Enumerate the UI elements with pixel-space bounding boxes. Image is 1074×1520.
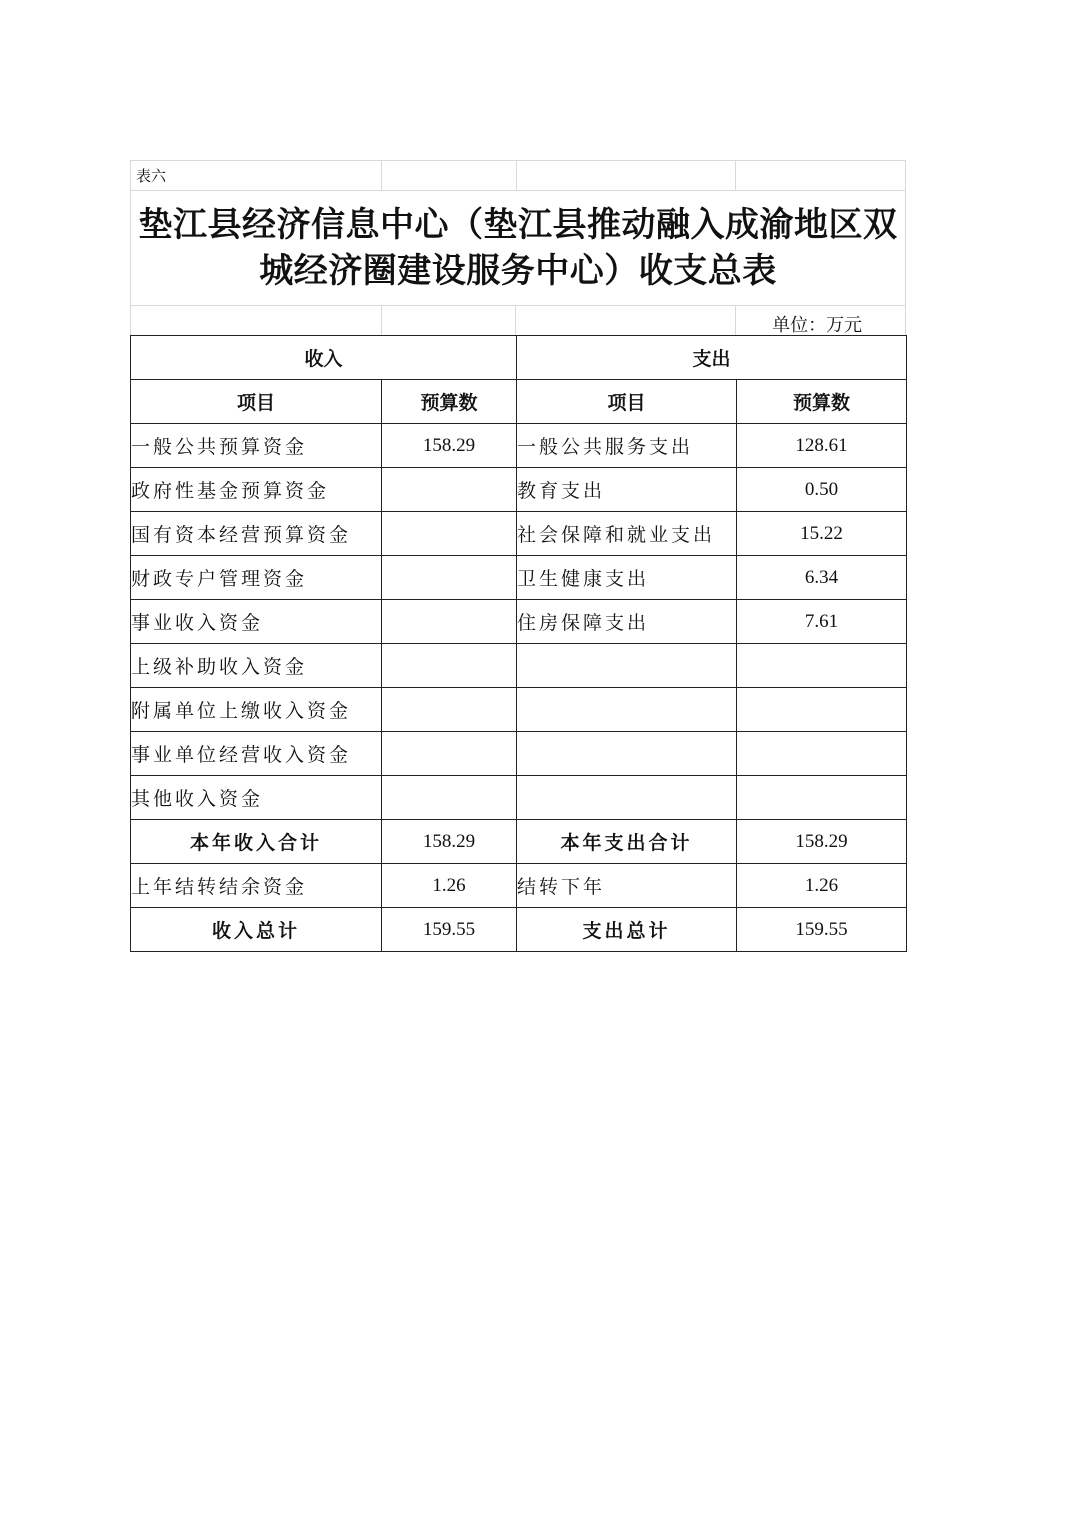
expense-value bbox=[737, 776, 907, 820]
income-item: 一般公共预算资金 bbox=[131, 424, 382, 468]
income-subtotal-label: 本年收入合计 bbox=[131, 820, 382, 864]
income-item-header: 项目 bbox=[131, 380, 382, 424]
carryover-row bbox=[131, 864, 907, 908]
table-row bbox=[131, 688, 907, 732]
empty-cell bbox=[382, 305, 517, 335]
income-value bbox=[382, 600, 517, 644]
expense-header: 支出 bbox=[517, 336, 907, 380]
expense-subtotal-value: 158.29 bbox=[737, 820, 907, 864]
income-item: 其他收入资金 bbox=[131, 776, 382, 820]
income-value bbox=[382, 776, 517, 820]
table-row bbox=[131, 600, 907, 644]
table-row bbox=[131, 776, 907, 820]
column-header-row bbox=[131, 380, 907, 424]
expense-value bbox=[737, 688, 907, 732]
income-item: 附属单位上缴收入资金 bbox=[131, 688, 382, 732]
expense-budget-header: 预算数 bbox=[737, 380, 907, 424]
income-item: 上级补助收入资金 bbox=[131, 644, 382, 688]
expense-item: 教育支出 bbox=[517, 468, 737, 512]
section-header-row bbox=[131, 336, 907, 380]
income-value bbox=[382, 732, 517, 776]
expense-value: 7.61 bbox=[737, 600, 907, 644]
expense-item: 住房保障支出 bbox=[517, 600, 737, 644]
expense-value: 6.34 bbox=[737, 556, 907, 600]
expense-item bbox=[517, 776, 737, 820]
income-value bbox=[382, 512, 517, 556]
income-item: 政府性基金预算资金 bbox=[131, 468, 382, 512]
expense-item bbox=[517, 644, 737, 688]
income-value bbox=[382, 644, 517, 688]
subtotal-row bbox=[131, 820, 907, 864]
expense-item: 卫生健康支出 bbox=[517, 556, 737, 600]
budget-sheet bbox=[130, 160, 906, 952]
expense-item bbox=[517, 688, 737, 732]
total-row bbox=[131, 908, 907, 952]
expense-value: 128.61 bbox=[737, 424, 907, 468]
income-budget-header: 预算数 bbox=[382, 380, 517, 424]
expense-value: 15.22 bbox=[737, 512, 907, 556]
expense-total-value: 159.55 bbox=[737, 908, 907, 952]
income-item: 事业收入资金 bbox=[131, 600, 382, 644]
income-item: 事业单位经营收入资金 bbox=[131, 732, 382, 776]
sheet-label-row bbox=[130, 160, 906, 190]
expense-carry-label: 结转下年 bbox=[517, 864, 737, 908]
expense-value: 0.50 bbox=[737, 468, 907, 512]
income-value bbox=[382, 468, 517, 512]
income-total-value: 159.55 bbox=[382, 908, 517, 952]
expense-item: 社会保障和就业支出 bbox=[517, 512, 737, 556]
empty-cell bbox=[736, 160, 906, 190]
empty-cell bbox=[516, 305, 736, 335]
expense-value bbox=[737, 644, 907, 688]
income-total-label: 收入总计 bbox=[131, 908, 382, 952]
empty-cell bbox=[517, 160, 737, 190]
table-row bbox=[131, 512, 907, 556]
expense-carry-value: 1.26 bbox=[737, 864, 907, 908]
sheet-label: 表六 bbox=[131, 160, 382, 190]
expense-item-header: 项目 bbox=[517, 380, 737, 424]
income-value: 158.29 bbox=[382, 424, 517, 468]
unit-label: 单位：万元 bbox=[736, 305, 906, 335]
expense-item bbox=[517, 732, 737, 776]
income-value bbox=[382, 556, 517, 600]
empty-cell bbox=[131, 305, 382, 335]
expense-item: 一般公共服务支出 bbox=[517, 424, 737, 468]
income-header: 收入 bbox=[131, 336, 517, 380]
income-value bbox=[382, 688, 517, 732]
income-carry-value: 1.26 bbox=[382, 864, 517, 908]
table-row bbox=[131, 556, 907, 600]
page-title: 垫江县经济信息中心（垫江县推动融入成渝地区双城经济圈建设服务中心）收支总表 bbox=[138, 205, 898, 291]
unit-row bbox=[130, 305, 906, 335]
income-carry-label: 上年结转结余资金 bbox=[131, 864, 382, 908]
expense-subtotal-label: 本年支出合计 bbox=[517, 820, 737, 864]
table-row bbox=[131, 644, 907, 688]
table-row bbox=[131, 468, 907, 512]
table-row bbox=[131, 732, 907, 776]
income-subtotal-value: 158.29 bbox=[382, 820, 517, 864]
table-row bbox=[131, 424, 907, 468]
income-item: 国有资本经营预算资金 bbox=[131, 512, 382, 556]
title-row bbox=[130, 190, 906, 305]
income-item: 财政专户管理资金 bbox=[131, 556, 382, 600]
expense-value bbox=[737, 732, 907, 776]
income-expense-table bbox=[130, 335, 907, 952]
empty-cell bbox=[382, 160, 517, 190]
expense-total-label: 支出总计 bbox=[517, 908, 737, 952]
